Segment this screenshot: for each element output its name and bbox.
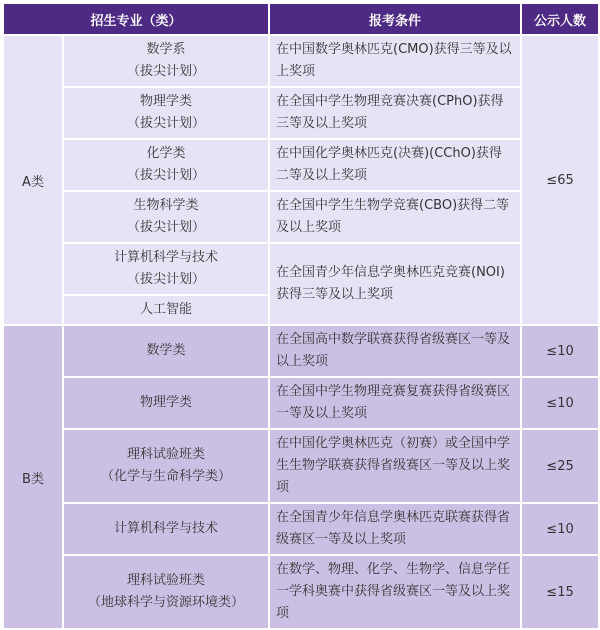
condition-cell: 在中国数学奥林匹克(CMO)获得三等及以上奖项 <box>269 35 521 87</box>
major-cell <box>63 503 269 555</box>
table-row <box>3 139 599 191</box>
condition-cell: 在中国化学奥林匹克(决赛)(CChO)获得二等及以上奖项 <box>269 139 521 191</box>
condition-cell: 在全国中学生物理竞赛复赛获得省级赛区一等及以上奖项 <box>269 377 521 429</box>
table-row <box>3 191 599 243</box>
table-row <box>3 325 599 377</box>
major-cell <box>63 555 269 629</box>
major-cell <box>63 429 269 503</box>
header-condition: 报考条件 <box>269 3 521 35</box>
major-cell <box>63 377 269 429</box>
tier-b-label: B类 <box>3 325 63 629</box>
header-major: 招生专业（类） <box>3 3 269 35</box>
major-sub: （拔尖计划） <box>127 116 206 131</box>
count-cell: ≤15 <box>521 555 599 629</box>
count-cell: ≤10 <box>521 377 599 429</box>
major-name: 理科试验班类 <box>127 447 206 462</box>
table-row <box>3 503 599 555</box>
major-cell <box>63 35 269 87</box>
tier-a-label: A类 <box>3 35 63 325</box>
major-name: 数学类 <box>146 343 186 358</box>
major-sub: （拔尖计划） <box>127 272 206 287</box>
major-sub: （化学与生命科学类） <box>101 469 232 484</box>
header-row <box>3 3 599 35</box>
major-name: 化学类 <box>146 146 186 161</box>
count-cell: ≤10 <box>521 325 599 377</box>
major-cell <box>63 325 269 377</box>
major-sub: （拔尖计划） <box>127 220 206 235</box>
major-name: 计算机科学与技术 <box>114 521 219 536</box>
major-sub: （拔尖计划） <box>127 64 206 79</box>
header-count: 公示人数 <box>521 3 599 35</box>
tier-a-count: ≤65 <box>521 35 599 325</box>
table-row <box>3 429 599 503</box>
major-name: 物理学类 <box>140 94 193 109</box>
major-cell <box>63 87 269 139</box>
table-row <box>3 87 599 139</box>
major-name: 人工智能 <box>140 302 193 317</box>
condition-cell: 在全国高中数学联赛获得省级赛区一等及以上奖项 <box>269 325 521 377</box>
major-cell <box>63 243 269 295</box>
major-name: 数学系 <box>146 42 186 57</box>
major-cell <box>63 139 269 191</box>
table-row <box>3 555 599 629</box>
condition-cell: 在中国化学奥林匹克（初赛）或全国中学生生物学联赛获得省级赛区一等及以上奖项 <box>269 429 521 503</box>
table-row <box>3 35 599 87</box>
major-cell <box>63 295 269 325</box>
condition-cell: 在全国青少年信息学奥林匹克联赛获得省级赛区一等及以上奖项 <box>269 503 521 555</box>
condition-cell: 在数学、物理、化学、生物学、信息学任一学科奥赛中获得省级赛区一等及以上奖项 <box>269 555 521 629</box>
major-cell <box>63 191 269 243</box>
major-name: 物理学类 <box>140 395 193 410</box>
admission-table <box>2 2 600 630</box>
table-row <box>3 377 599 429</box>
major-sub: （拔尖计划） <box>127 168 206 183</box>
table-row <box>3 243 599 295</box>
condition-cell: 在全国中学生物理竞赛决赛(CPhO)获得三等及以上奖项 <box>269 87 521 139</box>
major-name: 生物科学类 <box>133 198 199 213</box>
condition-cell: 在全国青少年信息学奥林匹克竞赛(NOI)获得三等及以上奖项 <box>269 243 521 325</box>
major-name: 计算机科学与技术 <box>114 250 219 265</box>
major-name: 理科试验班类 <box>127 573 206 588</box>
count-cell: ≤10 <box>521 503 599 555</box>
major-sub: （地球科学与资源环境类） <box>88 595 245 610</box>
count-cell: ≤25 <box>521 429 599 503</box>
condition-cell: 在全国中学生生物学竞赛(CBO)获得二等及以上奖项 <box>269 191 521 243</box>
